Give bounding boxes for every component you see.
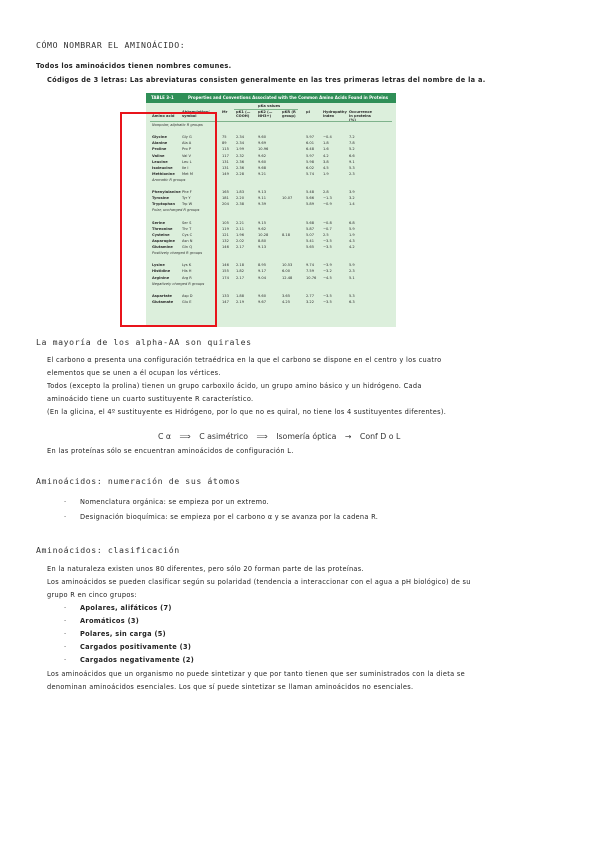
bullet-icon: · [64,643,67,651]
double-arrow-icon: ⟹ [256,432,268,441]
table-cell: 3.8 [323,159,329,164]
list-item [64,630,166,638]
numbering-bullet-2: Designación bioquímica: se empieza por el carbono α y se avanza por la cadena R. [80,513,379,521]
table-cell: 3.2 [349,196,355,201]
table-row-name: Aspartate [152,293,172,298]
table-cell: 8.95 [258,263,267,268]
table-cell: 10.76 [306,275,317,280]
table-cell: 174 [222,275,229,280]
table-cell: 9.74 [306,263,315,268]
table-row-name: Cysteine [152,232,170,237]
table-row-name: Asparagine [152,238,175,243]
classification-line-2: Los aminoácidos se pueden clasificar según su polaridad (tendencia a interaccionar con el agua a pH biológico) de su [47,578,471,586]
table-cell: 6.3 [349,299,355,304]
table-row-name: Tryptophan [152,202,176,207]
table-cell: 1.8 [323,141,329,146]
table-cell: 5.89 [306,202,315,207]
table-cell: 5.07 [306,232,315,237]
table-cell: 3.9 [349,190,355,195]
arrow-icon: → [344,432,352,441]
formula-c-asymmetric: C asimétrico [199,432,249,441]
highlight-box [120,112,217,327]
table-cell: Leu L [182,159,192,164]
formula-c-alpha: C α [158,432,172,441]
table-cell: Tyr Y [182,196,191,201]
table-cell: 204 [222,202,229,207]
table-cell: Ser S [182,220,192,225]
table-cell: 75 [222,135,227,140]
table-cell: 2.18 [236,263,245,268]
table-title-bar [146,93,396,103]
table-cell: 4.3 [349,238,355,243]
table-cell: 9.04 [258,275,267,280]
table-cell: Trp W [182,202,193,207]
table-cell: 165 [222,190,229,195]
table-cell: 5.87 [306,226,315,231]
table-cell: 5.68 [306,220,315,225]
table-group-label: Negatively charged R groups [152,281,205,286]
classification-line-3: grupo R en cinco grupos: [47,591,137,599]
table-cell: 6.02 [306,165,315,170]
table-cell: Phe F [182,190,192,195]
table-cell: 9.21 [258,171,267,176]
table-cell: 4.25 [282,299,291,304]
table-cell: 9.39 [258,202,267,207]
table-cell: 5.98 [306,159,315,164]
chirality-line-6: En las proteínas sólo se encuentran aminoácidos de configuración L. [47,447,294,455]
table-group-label: Positively charged R groups [152,251,203,256]
table-cell: 6.48 [306,147,315,152]
table-cell: 5.41 [306,238,315,243]
table-cell: 9.17 [258,269,267,274]
table-cell: 2.3 [349,171,355,176]
table-cell: 9.60 [258,135,267,140]
table-cell: Lys K [182,263,192,268]
table-cell: 4.5 [323,165,329,170]
table-cell: 10.07 [282,196,293,201]
table-cell: 5.97 [306,153,315,158]
table-row-name: Alanine [152,141,168,146]
table-cell: 9.60 [258,159,267,164]
table-row-name: Leucine [152,159,168,164]
table-cell: 5.74 [306,171,315,176]
table-cell: 2.11 [236,226,245,231]
chirality-line-4: aminoácido tiene un cuarto sustituyente R característico. [47,395,254,403]
table-cell: 131 [222,159,229,164]
bullet-icon: · [64,498,67,506]
table-cell: 10.96 [258,147,269,152]
table-cell: 6.01 [306,141,315,146]
table-row-name: Serine [152,220,166,225]
bullet-icon: · [64,604,67,612]
table-cell: 6.00 [282,269,291,274]
table-cell: −0.9 [323,202,332,207]
table-cell: 146 [222,263,229,268]
table-cell: 9.67 [258,299,267,304]
table-cell: 5.97 [306,135,315,140]
table-row-name: Isoleucine [152,165,173,170]
table-cell: 9.60 [258,293,267,298]
table-cell: 6.6 [349,153,355,158]
table-cell: 1.4 [349,202,355,207]
table-cell: 2.34 [236,141,245,146]
table-row-name: Phenylalanine [152,190,181,195]
table-cell: 9.11 [258,196,267,201]
table-cell: Cys C [182,232,193,237]
table-cell: 5.9 [349,263,355,268]
table-cell: 2.36 [236,159,245,164]
classification-line-5: denominan aminoácidos esenciales. Los que sí puede sintetizar se llaman aminoácidos no esenciales. [47,683,414,691]
table-cell: 5.3 [349,165,355,170]
table-label: TABLE 3–1 [151,95,174,100]
table-cell: 5.48 [306,190,315,195]
bullet-icon: · [64,617,67,625]
table-row-name: Glutamate [152,299,174,304]
table-cell: 1.99 [236,147,245,152]
table-cell: 4.2 [349,245,355,249]
table-cell: 1.88 [236,293,245,298]
table-column-header: Hydropathy index [323,110,347,118]
numbering-bullet-1: Nomenclatura orgánica: se empieza por un extremo. [80,498,269,506]
table-cell: 8.18 [282,232,291,237]
table-cell: 5.2 [349,147,355,152]
table-row-name: Glutamine [152,245,173,249]
paragraph-three-letter-codes: Códigos de 3 letras: Las abreviaturas consisten generalmente en las tres primeras letras del nombre de la a. [47,76,486,84]
table-cell: 146 [222,245,229,249]
table-cell: 147 [222,299,229,304]
table-cell: 5.65 [306,245,315,249]
table-row-name: Histidine [152,269,171,274]
table-column-header: pK2 (—NH3+) [258,110,273,118]
table-row-name: Proline [152,147,167,152]
table-column-header: pI [306,110,310,114]
list-item [64,513,378,521]
table-cell: −3.5 [323,293,332,298]
table-cell: 121 [222,232,229,237]
double-arrow-icon: ⟹ [179,432,191,441]
class-bullet-5: Cargados negativamente (2) [80,656,195,664]
table-cell: 3.65 [282,293,291,298]
table-cell: Ala A [182,141,192,146]
table-cell: 7.8 [349,141,355,146]
table-cell: 7.59 [306,269,315,274]
table-cell: 4.2 [323,153,329,158]
table-cell: 131 [222,165,229,170]
table-cell: 115 [222,147,229,152]
table-cell: 9.13 [258,245,267,249]
table-cell: 117 [222,153,229,158]
table-cell: 1.96 [236,232,245,237]
table-row-name: Lysine [152,263,165,268]
table-cell: 9.1 [349,159,355,164]
formula-optical-isomerism: Isomería óptica [276,432,337,441]
table-cell: Asp D [182,293,193,298]
table-cell: −3.2 [323,269,332,274]
table-cell: 2.02 [236,238,245,243]
table-cell: 119 [222,226,229,231]
table-cell: Gln Q [182,245,193,249]
table-group-label: Aromatic R groups [152,177,186,182]
table-column-header: Occurrence in proteins (%) [349,110,372,122]
table-cell: 1.82 [236,269,245,274]
paragraph-common-names: Todos los aminoácidos tienen nombres comunes. [36,62,232,70]
table-cell: 149 [222,171,229,176]
section-title-chirality: La mayoría de los alpha-AA son quirales [36,337,252,347]
class-bullet-2: Aromáticos (3) [80,617,140,625]
table-caption: Properties and Conventions Associated with the Common Amino Acids Found in Proteins [188,95,388,100]
class-bullet-3: Polares, sin carga (5) [80,630,166,638]
table-column-header: pK1 (—COOH) [236,110,251,118]
list-item [64,643,191,651]
table-cell: Arg R [182,275,192,280]
table-column-header: Abbreviation/ symbol [182,110,210,118]
table-cell: 1.9 [349,232,355,237]
table-cell: 5.66 [306,196,315,201]
table-cell: 12.48 [282,275,293,280]
table-cell: His H [182,269,192,274]
table-cell: 2.8 [323,190,329,195]
section-title-numbering: Aminoácidos: numeración de sus átomos [36,476,241,486]
table-cell: Thr T [182,226,192,231]
table-cell: −3.5 [323,245,332,249]
list-item [64,604,172,612]
table-cell: Ile I [182,165,189,170]
table-cell: −1.3 [323,196,332,201]
table-cell: −3.5 [323,299,332,304]
bullet-icon: · [64,656,67,664]
table-column-header: Amino acid [152,114,175,118]
class-bullet-4: Cargados positivamente (3) [80,643,192,651]
table-pka-group-header: pKa values [258,104,281,108]
table-cell: 105 [222,220,229,225]
table-cell: 9.68 [258,165,267,170]
bullet-icon: · [64,513,67,521]
table-cell: −3.9 [323,263,332,268]
table-cell: 5.3 [349,293,355,298]
table-cell: 2.32 [236,153,245,158]
table-cell: Gly G [182,135,192,140]
table-column-header: Mr [222,110,228,114]
table-cell: 8.80 [258,238,267,243]
table-cell: 7.2 [349,135,355,140]
table-cell: 2.20 [236,196,245,201]
table-cell: 2.36 [236,165,245,170]
table-cell: 155 [222,269,229,274]
table-cell: Pro P [182,147,192,152]
table-cell: 6.8 [349,220,355,225]
table-cell: 9.13 [258,190,267,195]
table-cell: 2.77 [306,293,315,298]
bullet-icon: · [64,630,67,638]
table-cell: Glu E [182,299,192,304]
table-cell: 2.17 [236,245,245,249]
table-cell: 9.62 [258,226,267,231]
table-cell: 1.6 [323,147,329,152]
table-cell: Met M [182,171,193,176]
table-cell: 10.28 [258,232,269,237]
table-cell: −0.7 [323,226,332,231]
table-cell: 2.17 [236,275,245,280]
table-row-name: Arginine [152,275,170,280]
list-item [64,498,269,506]
chirality-formula [158,432,406,441]
table-group-label: Nonpolar, aliphatic R groups [152,123,203,127]
table-cell: 9.62 [258,153,267,158]
table-cell: −0.8 [323,220,332,225]
chirality-line-5: (En la glicina, el 4º sustituyente es Hidrógeno, por lo que no es quiral, no tiene los 4 sustituyentes diferentes). [47,408,447,416]
table-cell: 89 [222,141,227,146]
table-cell: 2.5 [323,232,329,237]
table-cell: 132 [222,238,229,243]
table-cell: 1.9 [323,171,329,176]
chirality-line-1: El carbono α presenta una configuración tetraédrica en la que el carbono se dispone en el centro y los cuatro [47,356,442,364]
table-column-header: pKR (R group) [282,110,296,118]
table-row-name: Valine [152,153,165,158]
table-cell: −4.5 [323,275,332,280]
table-cell: 2.19 [236,299,245,304]
table-row-name: Methionine [152,171,175,176]
classification-line-1: En la naturaleza existen unos 80 diferentes, pero sólo 20 forman parte de las proteínas. [47,565,364,573]
table-cell: 9.15 [258,220,267,225]
table-cell: −0.4 [323,135,332,140]
list-item [64,617,139,625]
table-cell: 10.53 [282,263,293,268]
table-cell: 1.83 [236,190,245,195]
section-title-naming: CÓMO NOMBRAR EL AMINOÁCIDO: [36,40,186,50]
list-item [64,656,194,664]
table-row-name: Glycine [152,135,167,140]
classification-line-4: Los aminoácidos que un organismo no puede sintetizar y que por tanto tienen que ser suministrados con la dieta se [47,670,465,678]
table-cell: 5.1 [349,275,355,280]
table-cell: Val V [182,153,191,158]
table-cell: Asn N [182,238,193,243]
formula-conf-d-l: Conf D o L [359,432,401,441]
class-bullet-1: Apolares, alifáticos (7) [80,604,172,612]
section-title-classification: Aminoácidos: clasificación [36,545,180,555]
table-row-name: Tyrosine [152,196,169,201]
table-cell: 2.28 [236,171,245,176]
table-cell: 133 [222,293,229,298]
table-cell: 2.21 [236,220,245,225]
table-cell: 2.3 [349,269,355,274]
table-cell: 2.34 [236,135,245,140]
table-group-label: Polar, uncharged R groups [152,208,200,213]
chirality-line-3: Todos (excepto la prolina) tienen un grupo carboxilo ácido, un grupo amino básico y un hidrógeno. Cada [47,382,422,390]
table-cell: 9.69 [258,141,267,146]
table-row-name: Threonine [152,226,173,231]
table-cell: 2.38 [236,202,245,207]
table-cell: 181 [222,196,229,201]
chirality-line-2: elementos que se unen a él ocupan los vértices. [47,369,221,377]
table-cell: 3.22 [306,299,315,304]
table-cell: 5.9 [349,226,355,231]
table-cell: −3.5 [323,238,332,243]
